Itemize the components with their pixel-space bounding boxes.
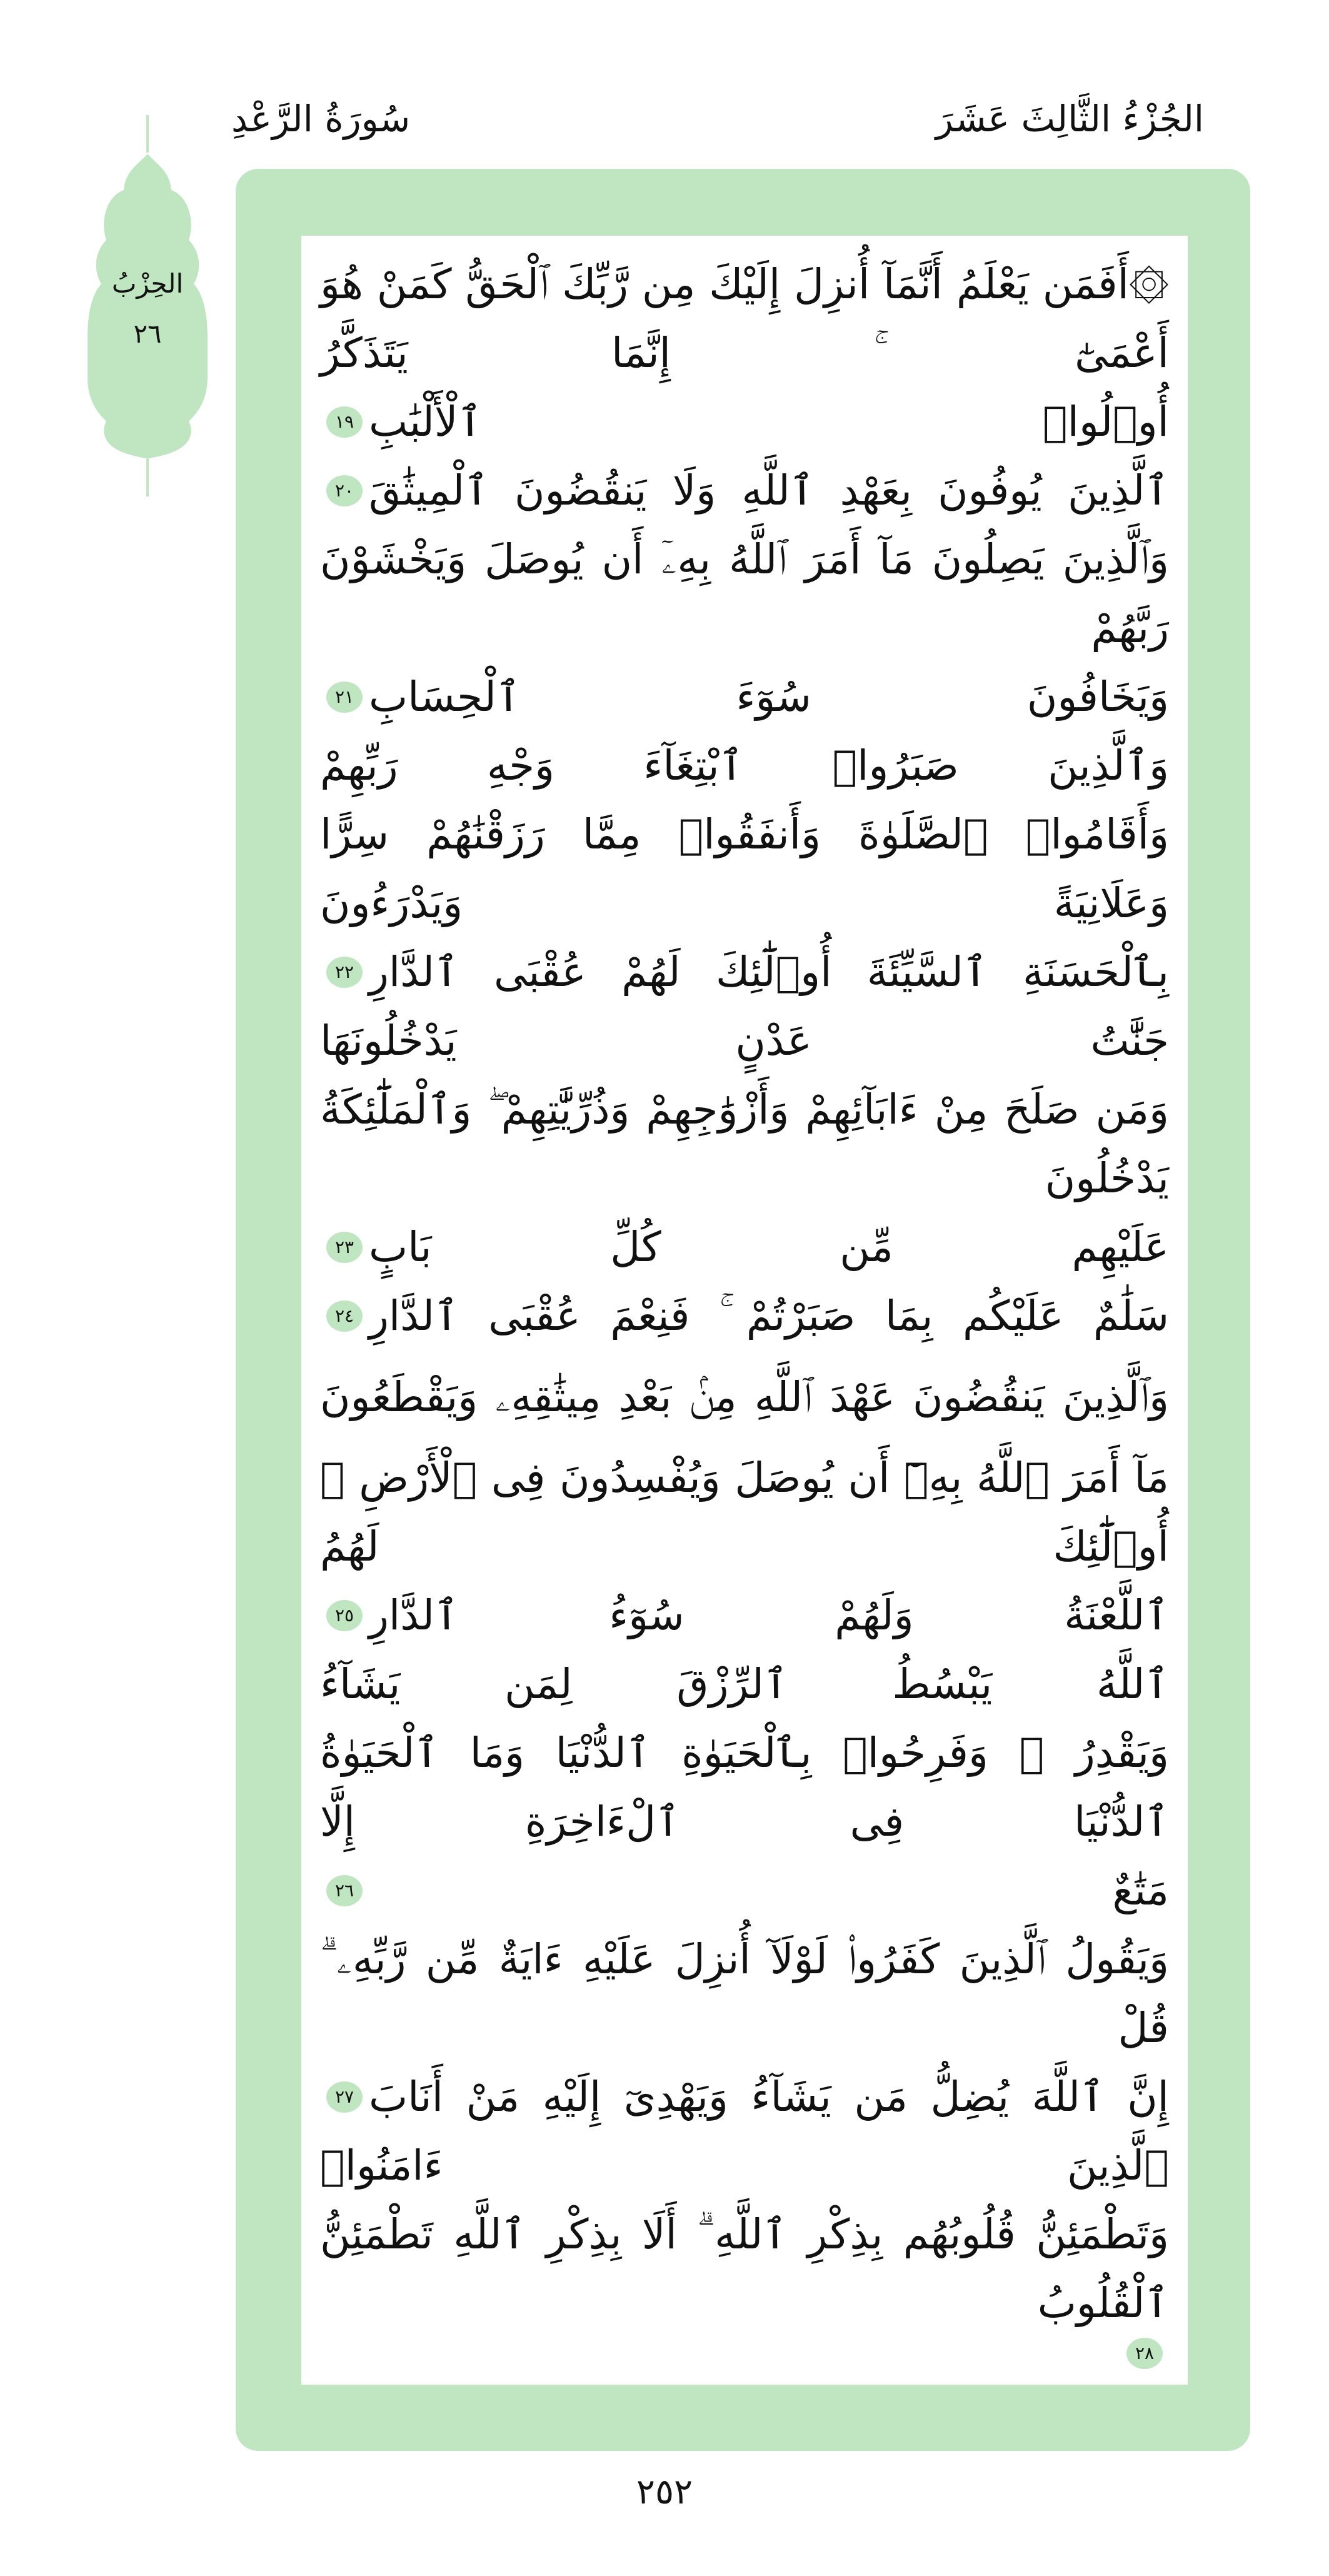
ayah-number-marker: ٢٨: [1126, 2338, 1163, 2369]
verse-text: ٱلَّذِينَ ءَامَنُوا۟: [320, 2141, 1169, 2190]
ayah-number-marker: ١٩: [326, 406, 363, 438]
text-line: [320, 1719, 1169, 1856]
text-line: [320, 1444, 1169, 1581]
page-number: ٢٥٢: [636, 2472, 693, 2512]
text-line: [320, 800, 1169, 938]
verse-text: ٱللَّهُ يَبْسُطُ ٱلرِّزْقَ لِمَن يَشَآءُ: [320, 1660, 1169, 1708]
verse-text: وَيَقْدِرُ ۚ وَفَرِحُوا۟ بِٱلْحَيَوٰةِ ٱلدُّنْيَا وَمَا ٱلْحَيَوٰةُ ٱلدُّنْيَا فِى ٱلْءَاخِرَةِ إِلَّا: [320, 1729, 1169, 1846]
text-line: [320, 250, 1169, 388]
ayah-number-marker: ٢٢: [326, 957, 363, 988]
ayah-number-marker: ٢٠: [326, 475, 363, 506]
hizb-ornament-icon: [88, 115, 208, 496]
verse-text: سَلَٰمٌ عَلَيْكُم بِمَا صَبَرْتُمْ ۚ فَنِعْمَ عُقْبَى ٱلدَّارِ: [369, 1292, 1169, 1340]
verse-text: ۞أَفَمَن يَعْلَمُ أَنَّمَآ أُنزِلَ إِلَيْكَ مِن رَّبِّكَ ٱلْحَقُّ كَمَنْ هُوَ أَعْمَىٰٓ ۚ إِنَّمَا يَتَذَكَّرُ: [320, 260, 1169, 377]
ayah-number-marker: ٢٧: [326, 2081, 363, 2113]
verse-text: وَتَطْمَئِنُّ قُلُوبُهُم بِذِكْرِ ٱللَّهِ ۗ أَلَا بِذِكْرِ ٱللَّهِ تَطْمَئِنُّ ٱلْقُلُوبُ: [320, 2210, 1169, 2327]
verse-text: وَيَقُولُ ٱلَّذِينَ كَفَرُوا۟ لَوْلَآ أُنزِلَ عَلَيْهِ ءَايَةٌ مِّن رَّبِّهِۦ ۗ قُلْ: [320, 1935, 1169, 2052]
verse-text: وَأَقَامُوا۟ ٱلصَّلَوٰةَ وَأَنفَقُوا۟ مِمَّا رَزَقْنَٰهُمْ سِرًّا وَعَلَانِيَةً وَيَدْرَءُونَ: [320, 810, 1169, 927]
text-line: [320, 1856, 1169, 2063]
verse-text: وَٱلَّذِينَ صَبَرُوا۟ ٱبْتِغَآءَ وَجْهِ رَبِّهِمْ: [320, 742, 1169, 790]
ayah-number-marker: ٢٤: [326, 1301, 363, 1332]
hizb-marker: [88, 115, 208, 496]
text-line: [320, 1213, 1169, 1351]
hizb-label: الحِزْبُ: [111, 268, 184, 299]
verse-text: وَٱلَّذِينَ يَصِلُونَ مَآ أَمَرَ ٱللَّهُ بِهِۦٓ أَن يُوصَلَ وَيَخْشَوْنَ رَبَّهُمْ: [320, 535, 1169, 652]
verse-text: ٱلَّذِينَ يُوفُونَ بِعَهْدِ ٱللَّهِ وَلَا يَنقُضُونَ ٱلْمِيثَٰقَ: [369, 466, 1169, 515]
verse-text: وَمَن صَلَحَ مِنْ ءَابَآئِهِمْ وَأَزْوَٰجِهِمْ وَذُرِّيَّٰتِهِمْ ۖ وَٱلْمَلَٰٓئِكَةُ يَدْخُلُونَ: [320, 1085, 1169, 1202]
verse-text: مَآ أَمَرَ ٱللَّهُ بِهِۦٓ أَن يُوصَلَ وَيُفْسِدُونَ فِى ٱلْأَرْضِ ۙ أُو۟لَٰٓئِكَ لَهُمُ: [320, 1454, 1169, 1571]
verse-text: عَلَيْهِم مِّن كُلِّ بَابٍ: [369, 1223, 1169, 1271]
hizb-number: ٢٦: [133, 318, 162, 349]
text-line: [320, 938, 1169, 1075]
ayah-number-marker: ٢١: [326, 682, 363, 713]
verse-text: وَٱلَّذِينَ يَنقُضُونَ عَهْدَ ٱللَّهِ مِنۢ بَعْدِ مِيثَٰقِهِۦ وَيَقْطَعُونَ: [320, 1372, 1169, 1421]
verse-text: أُو۟لُوا۟ ٱلْأَلْبَٰبِ: [369, 398, 1169, 446]
ayah-number-marker: ٢٦: [326, 1875, 363, 1906]
verse-text: مَتَٰعٌ: [1112, 1866, 1169, 1914]
verse-text: ٱللَّعْنَةُ وَلَهُمْ سُوٓءُ ٱلدَّارِ: [369, 1591, 1169, 1639]
text-line: [320, 1351, 1169, 1444]
quran-text: [320, 250, 1169, 2369]
text-line: [320, 1075, 1169, 1213]
verse-text: إِنَّ ٱللَّهَ يُضِلُّ مَن يَشَآءُ وَيَهْدِىٓ إِلَيْهِ مَنْ أَنَابَ: [369, 2073, 1169, 2121]
text-line: [320, 1581, 1169, 1719]
ayah-number-marker: ٢٣: [326, 1232, 363, 1263]
juz-title: الجُزْءُ الثَّالِثَ عَشَرَ: [935, 98, 1204, 140]
text-line: [320, 2063, 1169, 2200]
surah-title: سُورَةُ الرَّعْدِ: [231, 98, 411, 140]
text-line: [320, 663, 1169, 800]
ayah-number-marker: ٢٥: [326, 1600, 363, 1631]
verse-text: جَنَّٰتُ عَدْنٍ يَدْخُلُونَهَا: [320, 1017, 1169, 1065]
text-line: [320, 525, 1169, 663]
text-line: [320, 2200, 1169, 2369]
verse-text: وَيَخَافُونَ سُوٓءَ ٱلْحِسَابِ: [369, 673, 1169, 721]
text-line: [320, 388, 1169, 525]
verse-text: بِٱلْحَسَنَةِ ٱلسَّيِّئَةَ أُو۟لَٰٓئِكَ لَهُمْ عُقْبَى ٱلدَّارِ: [369, 948, 1169, 996]
